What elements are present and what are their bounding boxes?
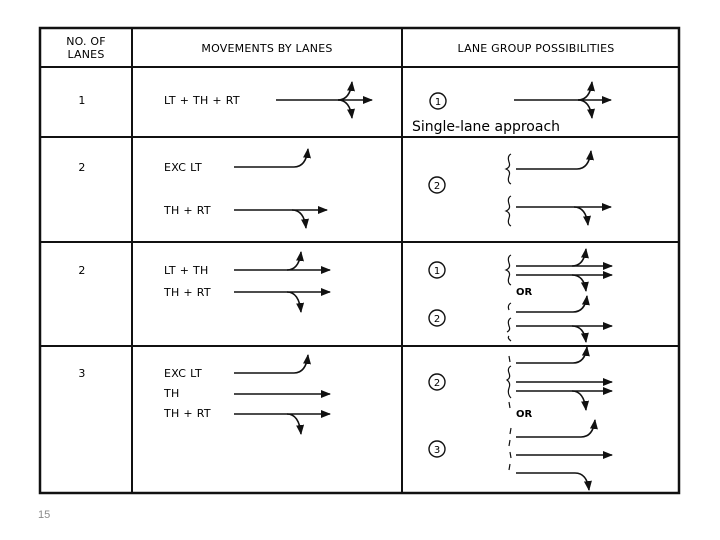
row1-lane-count: 1 [78, 94, 86, 107]
svg-text:2: 2 [433, 314, 441, 325]
row1-caption: Single-lane approach [412, 119, 561, 135]
row4-or-label: OR [516, 409, 533, 420]
row1-movement-arrow [276, 82, 372, 118]
row2-movement-arrows [234, 149, 327, 228]
row4-group-braces [507, 356, 511, 470]
row1-movement-1: LT + TH + RT [164, 94, 240, 107]
svg-text:2: 2 [433, 181, 441, 192]
header-movements: MOVEMENTS BY LANES [201, 42, 333, 55]
row3-movement-arrows [234, 252, 330, 312]
header-lanes-line1: NO. OF [66, 35, 106, 48]
row4-lane-count: 3 [78, 367, 86, 380]
row2-group-arrows [516, 151, 611, 225]
row2-lane-count: 2 [78, 161, 86, 174]
svg-text:3: 3 [433, 445, 441, 456]
page-number: 15 [38, 509, 51, 521]
row4-movement-3: TH + RT [164, 407, 211, 420]
row2-circle-2 [429, 177, 445, 193]
svg-text:1: 1 [433, 266, 441, 277]
svg-text:1: 1 [434, 97, 442, 108]
row4-movement-2: TH [164, 387, 180, 400]
header-possibilities: LANE GROUP POSSIBILITIES [457, 42, 615, 55]
row4-circle-3 [429, 441, 445, 457]
row4-circle-2 [429, 374, 445, 390]
header-lanes-line2: LANES [67, 48, 105, 61]
row3-or-label: OR [516, 287, 533, 298]
row3-movement-1: LT + TH [164, 264, 209, 277]
row1-circle-1 [430, 93, 446, 109]
row4-movement-1: EXC LT [164, 367, 202, 380]
row1-group-arrow [514, 82, 611, 118]
row3-circle-2 [429, 310, 445, 326]
row2-group-braces [506, 154, 511, 226]
row2-movement-2: TH + RT [164, 204, 211, 217]
row3-group-braces [506, 255, 511, 341]
row3-movement-2: TH + RT [164, 286, 211, 299]
row2-movement-1: EXC LT [164, 161, 202, 174]
svg-text:2: 2 [433, 378, 441, 389]
row3-circle-1 [429, 262, 445, 278]
row4-movement-arrows [234, 355, 330, 434]
row3-lane-count: 2 [78, 264, 86, 277]
